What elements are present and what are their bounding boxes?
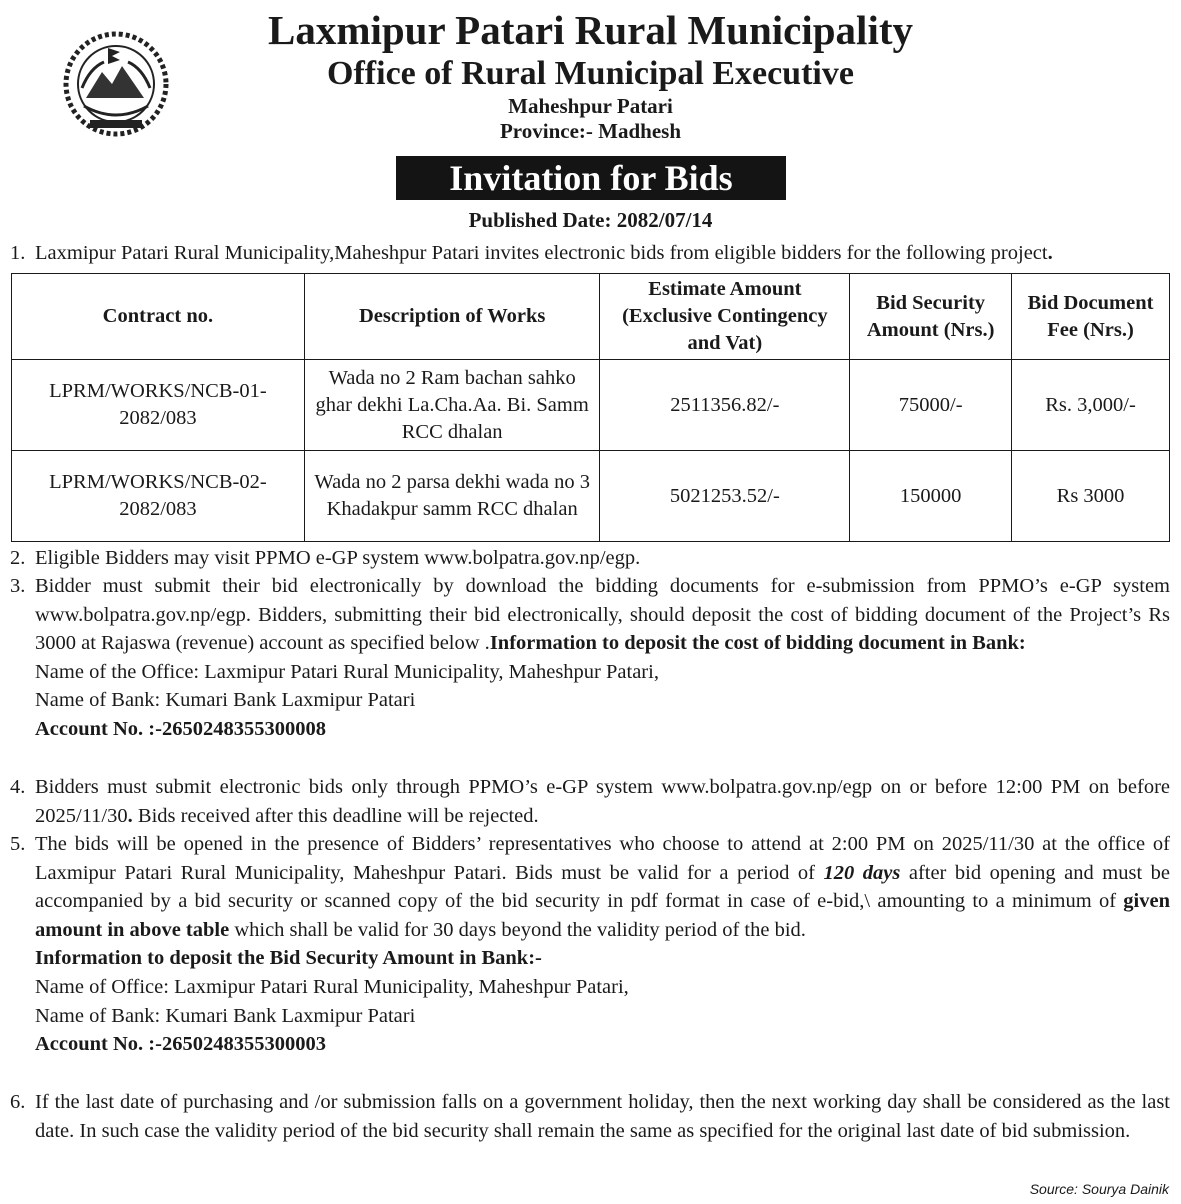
header-contract: Contract no.	[12, 274, 305, 360]
clause-1-text: Laxmipur Patari Rural Municipality,Maheshpur Patari invites electronic bids from eligible bidders for the following project	[35, 242, 1048, 264]
description: Wada no 2 parsa dekhi wada no 3 Khadakpur samm RCC dhalan	[304, 451, 600, 542]
office-location: Maheshpur Patari	[508, 94, 673, 118]
description: Wada no 2 Ram bachan sahko ghar dekhi La.Cha.Aa. Bi. Samm RCC dhalan	[304, 360, 600, 451]
notice-title: Invitation for Bids	[396, 156, 786, 200]
municipality-name: Laxmipur Patari Rural Municipality	[267, 7, 913, 53]
clause-2-text: Eligible Bidders may visit PPMO e-GP system www.bolpatra.gov.np/egp.	[35, 547, 641, 569]
clause-4-tail: Bids received after this deadline will be rejected.	[132, 804, 539, 827]
clause-3-bank: Name of Bank: Kumari Bank Laxmipur Patari	[35, 689, 416, 712]
header-description: Description of Works	[304, 274, 600, 360]
clause-6: 6. If the last date of purchasing and /or submission falls on a government holiday, then the next working day shall be considered as the last date. In such case the validity period of the bid security shall remain the same as specified for the original last date of bid submission.	[10, 1088, 1170, 1145]
clause-5: 5. The bids will be opened in the presence of Bidders’ representatives who choose to attend at 2:00 PM on 2025/11/30 at the office of Laxmipur Patari Rural Municipality, Maheshpur Patari. Bids must be valid for a period of 120 days after bid opening and must be accompanied by a bid security or scanned copy of the bid security in pdf format in case of e-bid,\ amounting to a minimum of given amount in above table which shall be valid for 30 days beyond the validity period of the bid. Information to deposit the Bid Security Amount in Bank:- Name of Office: Laxmipur Patari Rural Municipality, Maheshpur Patari, Name of Bank: Kumari Bank Laxmipur Patari Account No. :-2650248355300003	[10, 830, 1170, 1059]
bid-security: 75000/-	[850, 360, 1012, 451]
header-fee: Bid Document Fee (Nrs.)	[1012, 274, 1170, 360]
header-security: Bid Security Amount (Nrs.)	[850, 274, 1012, 360]
contract-no: LPRM/WORKS/NCB-01-2082/083	[12, 360, 305, 451]
bids-table	[11, 273, 1170, 542]
clause-5-text1: The bids will be opened in the presence of Bidders’ representatives who choose to attend at 2:00 PM on 2025/11/30 at the office of Laxmipur Patari Rural Municipality, Maheshpur Patari. Bids must be valid for a period of	[35, 833, 1170, 884]
clause-3: 3. Bidder must submit their bid electronically by download the bidding documents for e-submission from PPMO’s e-GP system www.bolpatra.gov.np/egp. Bidders, submitting their bid electronically, should deposit the cost of bidding document of the Project’s Rs 3000 at Rajaswa (revenue) account as specified below .Information to deposit the cost of bidding document in Bank: Name of the Office: Laxmipur Patari Rural Municipality, Maheshpur Patari, Name of Bank: Kumari Bank Laxmipur Patari Account No. :-2650248355300008	[10, 572, 1170, 744]
clause-5-deposit-heading: Information to deposit the Bid Security Amount in Bank:-	[35, 947, 542, 970]
clause-6-text: If the last date of purchasing and /or submission falls on a government holiday, then the next working day shall be considered as the last date. In such case the validity period of the bid security shall remain the same as specified for the original last date of bid submission.	[35, 1091, 1170, 1142]
header-estimate: Estimate Amount (Exclusive Contingency and Vat)	[600, 274, 850, 360]
clause-5-days: 120 days	[823, 861, 901, 884]
clause-4: 4. Bidders must submit electronic bids only through PPMO’s e-GP system www.bolpatra.gov.np/egp on or before 12:00 PM on before 2025/11/30. Bids received after this deadline will be rejected.	[10, 776, 1170, 827]
clause-2: 2. Eligible Bidders may visit PPMO e-GP system www.bolpatra.gov.np/egp.	[10, 544, 1170, 573]
clause-5-bank: Name of Bank: Kumari Bank Laxmipur Patari	[35, 1004, 416, 1027]
clause-3-office: Name of the Office: Laxmipur Patari Rural Municipality, Maheshpur Patari,	[35, 660, 659, 683]
clause-5-text2: after bid opening and must be accompanied by a bid security or scanned copy of the bid security in pdf format in case of e-bid,\ amounting to a minimum of	[35, 861, 1170, 913]
table-header-row	[12, 274, 1170, 360]
document-fee: Rs. 3,000/-	[1012, 360, 1170, 451]
clause-4-text: Bidders must submit electronic bids only through PPMO’s e-GP system www.bolpatra.gov.np/egp on or before 12:00 PM on before 2025/11/30	[35, 776, 1170, 827]
estimate-amount: 2511356.82/-	[600, 360, 850, 451]
source-credit: Source: Sourya Dainik	[1029, 1181, 1169, 1197]
table-row	[12, 451, 1170, 542]
clause-5-text3: which shall be valid for 30 days beyond the validity period of the bid.	[229, 918, 806, 941]
clause-3-bold: Information to deposit the cost of bidding document in Bank:	[489, 632, 1026, 655]
estimate-amount: 5021253.52/-	[600, 451, 850, 542]
clause-5-office: Name of Office: Laxmipur Patari Rural Municipality, Maheshpur Patari,	[35, 975, 629, 998]
table-row	[12, 360, 1170, 451]
clause-3-text: Bidder must submit their bid electronically by download the bidding documents for e-submission from PPMO’s e-GP system www.bolpatra.gov.np/egp. Bidders, submitting their bid electronically, should deposit the cost of bidding document of the Project’s Rs 3000 at Rajaswa (revenue) account as specified below .	[35, 575, 1170, 655]
province: Province:- Madhesh	[499, 119, 681, 143]
published-date: Published Date: 2082/07/14	[468, 208, 713, 232]
document-fee: Rs 3000	[1012, 451, 1170, 542]
notice-header	[0, 6, 1181, 144]
clause-5-amount: given amount in above table	[35, 890, 1170, 941]
clause-3-account: Account No. :-2650248355300008	[35, 717, 326, 740]
office-name: Office of Rural Municipal Executive	[327, 55, 854, 92]
contract-no: LPRM/WORKS/NCB-02-2082/083	[12, 451, 305, 542]
bid-security: 150000	[850, 451, 1012, 542]
clause-5-account: Account No. :-2650248355300003	[35, 1033, 326, 1056]
clause-1: 1. Laxmipur Patari Rural Municipality,Maheshpur Patari invites electronic bids from eligible bidders for the following project.	[10, 242, 1053, 264]
